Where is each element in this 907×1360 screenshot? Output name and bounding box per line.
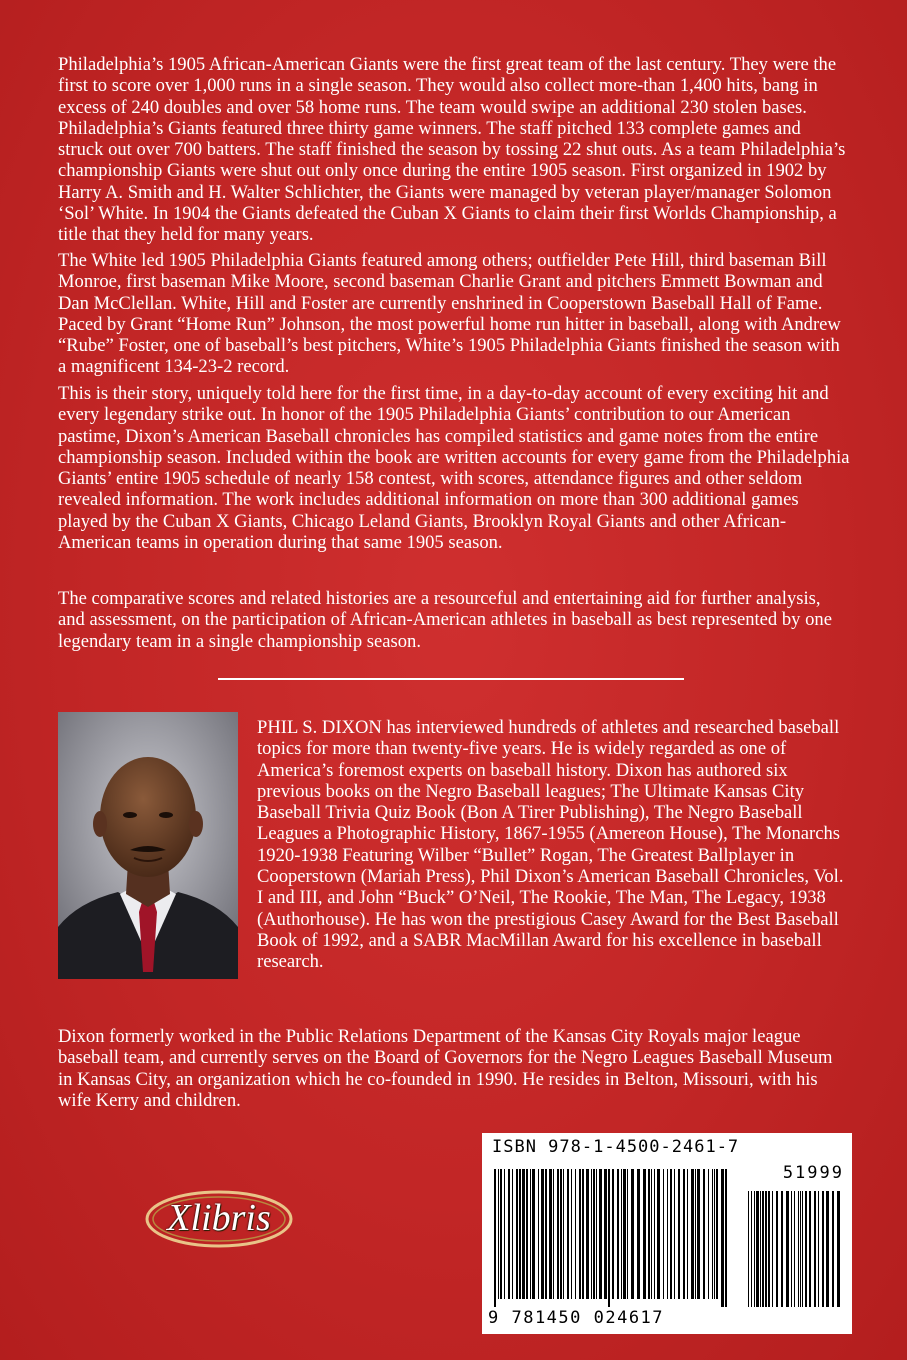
description-paragraph-4: The comparative scores and related histories are a resourceful and entertaining aid for further analysis, and assessment, on the participation of African-American athletes in baseball as best represented by one legendary team in a single championship season.	[58, 588, 832, 652]
isbn-barcode	[482, 1133, 852, 1334]
logo-wordmark: Xlibris	[167, 1197, 271, 1239]
author-portrait-icon	[58, 712, 238, 979]
author-career-paragraph: Dixon formerly worked in the Public Relations Department of the Kansas City Royals major league baseball team, and currently serves on the Board of Governors for the Negro Leagues Baseball Museum in Kansas City, an organization which he co-founded in 1990. He resides in Belton, Missouri, with his wife Kerry and children.	[58, 1026, 833, 1111]
author-bio-paragraph: PHIL S. DIXON has interviewed hundreds of athletes and researched baseball topics for more than twenty-five years. He is widely regarded as one of America’s foremost experts on baseball history. Dixon has authored six previous books on the Negro Baseball leagues; The Ultimate Kansas City Baseball Trivia Quiz Book (Bon A Tirer Publishing), The Negro Baseball Leagues a Photographic History, 1867-1955 (Amereon House), The Monarchs 1920-1938 Featuring Wilber “Bullet” Rogan, The Greatest Ballplayer in Cooperstown (Mariah Press), Phil Dixon’s American Baseball Chronicles, Vol. I and III, and John “Buck” O’Neil, The Rookie, The Man, The Legacy, 1938 (Authorhouse). He has won the prestigious Casey Award for the Best Baseball Book of 1992, and a SABR MacMillan Award for his excellence in baseball research.	[257, 717, 844, 973]
section-divider	[218, 678, 684, 680]
addon-code: 51999	[782, 1163, 844, 1183]
xlibris-logo	[144, 1188, 294, 1250]
barcode-bars-icon	[490, 1169, 844, 1307]
description-paragraph-1: Philadelphia’s 1905 African-American Giants were the first great team of the last century. They were the first to score over 1,000 runs in a single season. They would also collect more-than 1,400 hits, bang in excess of 240 doubles and over 58 home runs. The team would swipe an additional 230 stolen bases. Philadelphia’s Giants featured three thirty game winners. The staff pitched 133 complete games and struck out over 700 batters. The staff finished the season by tossing 22 shut outs. As a team Philadelphia’s championship Giants were shut out only once during the entire 1905 season. First organized in 1902 by Harry A. Smith and H. Walter Schlichter, the Giants were managed by veteran player/manager Solomon ‘Sol’ White. In 1904 the Giants defeated the Cuban X Giants to claim their first Worlds Championship, a title that they held for many years.	[58, 54, 846, 246]
barcode-digits: 9 781450 024617	[488, 1308, 665, 1328]
description-paragraph-3: This is their story, uniquely told here for the first time, in a day-to-day account of every exciting hit and every legendary strike out. In honor of the 1905 Philadelphia Giants’ contribution to our American pastime, Dixon’s American Baseball chronicles has compiled statistics and game notes from the entire championship season. Included within the book are written accounts for every game from the Philadelphia Giants’ entire 1905 schedule of nearly 158 contest, with scores, attendance figures and other seldom revealed information. The work includes additional information on more than 300 additional games played by the Cuban X Giants, Chicago Leland Giants, Brooklyn Royal Giants and other African-American teams in operation during that same 1905 season.	[58, 383, 850, 554]
description-paragraph-2: The White led 1905 Philadelphia Giants featured among others; outfielder Pete Hill, third baseman Bill Monroe, first baseman Mike Moore, second baseman Charlie Grant and pitchers Emmett Bowman and Dan McClellan. White, Hill and Foster are currently enshrined in Cooperstown Baseball Hall of Fame. Paced by Grant “Home Run” Johnson, the most powerful home run hitter in baseball, along with Andrew “Rube” Foster, one of baseball’s best pitchers, White’s 1905 Philadelphia Giants finished the season with a magnificent 134-23-2 record.	[58, 250, 841, 378]
isbn-label: ISBN 978-1-4500-2461-7	[492, 1137, 740, 1157]
author-photo	[58, 712, 238, 979]
